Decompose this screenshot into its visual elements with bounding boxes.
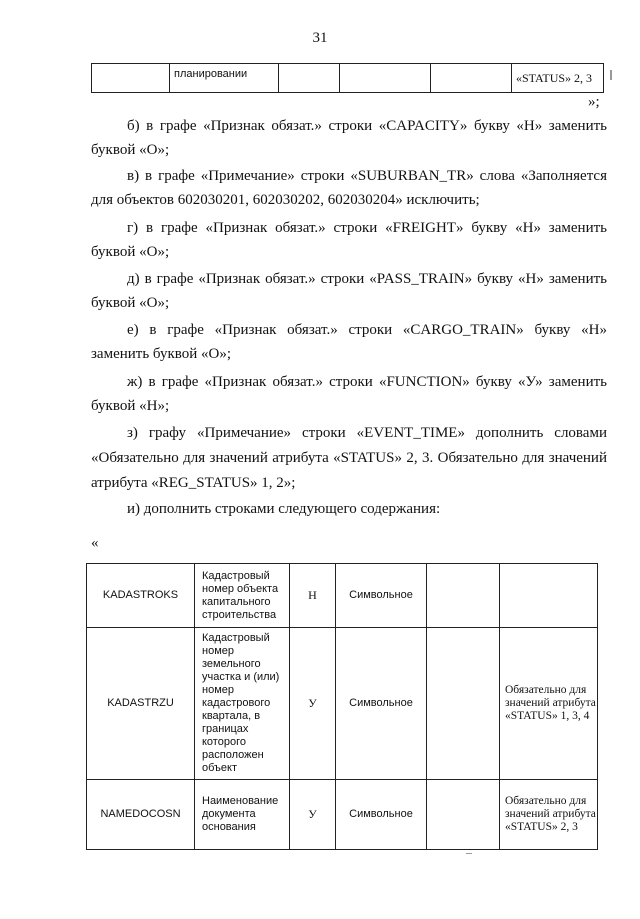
row-code: KADASTROKS — [87, 564, 195, 628]
row-extra — [427, 564, 500, 628]
opening-quote: « — [91, 535, 99, 551]
new-rows-table — [86, 563, 598, 850]
scan-artifact — [610, 70, 612, 80]
closing-quote: »; — [588, 94, 600, 110]
row-description: Кадастровый номер объекта капитального строительства — [195, 564, 290, 628]
paragraph-g: г) в графе «Признак обязат.» строки «FREIGHT» букву «Н» заменить буквой «О»; — [91, 220, 607, 260]
row-note — [500, 564, 598, 628]
row-type: Символьное — [336, 628, 427, 780]
table-cell-6: «STATUS» 2, 3 — [512, 64, 604, 93]
row-required: Н — [290, 564, 336, 628]
row-code: NAMEDOCOSN — [87, 780, 195, 850]
paragraph-b: б) в графе «Признак обязат.» строки «CAPACITY» букву «Н» заменить буквой «О»; — [91, 118, 607, 158]
table-row — [87, 628, 598, 780]
table-row — [87, 564, 598, 628]
row-extra — [427, 780, 500, 850]
continued-table-row — [91, 63, 604, 93]
paragraph-z: з) графу «Примечание» строки «EVENT_TIME» дополнить словами «Обязательно для значений атрибута «STATUS» 2, 3. Обязательно для значений атрибута «REG_STATUS» 1, 2»; — [91, 425, 607, 491]
row-note: Обязательно для значений атрибута «STATUS» 1, 3, 4 — [500, 628, 598, 780]
table-cell-4 — [340, 64, 431, 93]
row-required: У — [290, 628, 336, 780]
table-row — [92, 64, 604, 93]
paragraph-zh: ж) в графе «Признак обязат.» строки «FUNCTION» букву «У» заменить буквой «Н»; — [91, 374, 607, 414]
table-row — [87, 780, 598, 850]
row-code: KADASTRZU — [87, 628, 195, 780]
row-description: Наименование документа основания — [195, 780, 290, 850]
row-type: Символьное — [336, 780, 427, 850]
page-number: 31 — [312, 30, 328, 46]
paragraph-e: е) в графе «Признак обязат.» строки «CARGO_TRAIN» букву «Н» заменить буквой «О»; — [91, 322, 607, 362]
table-cell-1 — [92, 64, 170, 93]
paragraph-v: в) в графе «Примечание» строки «SUBURBAN_TR» слова «Заполняется для объектов 602030201, 602030202, 602030204» исключить; — [91, 168, 607, 208]
row-description: Кадастровый номер земельного участка и (или) номер кадастрового квартала, в границах которого расположен объект — [195, 628, 290, 780]
scan-artifact — [466, 853, 472, 854]
paragraph-i: и) дополнить строками следующего содержания: — [127, 501, 441, 517]
paragraph-d: д) в графе «Признак обязат.» строки «PASS_TRAIN» букву «Н» заменить буквой «О»; — [91, 271, 607, 311]
table-cell-3 — [279, 64, 340, 93]
row-type: Символьное — [336, 564, 427, 628]
row-note: Обязательно для значений атрибута «STATUS» 2, 3 — [500, 780, 598, 850]
row-required: У — [290, 780, 336, 850]
table-cell-5 — [431, 64, 512, 93]
table-cell-2: планировании — [170, 64, 279, 93]
row-extra — [427, 628, 500, 780]
